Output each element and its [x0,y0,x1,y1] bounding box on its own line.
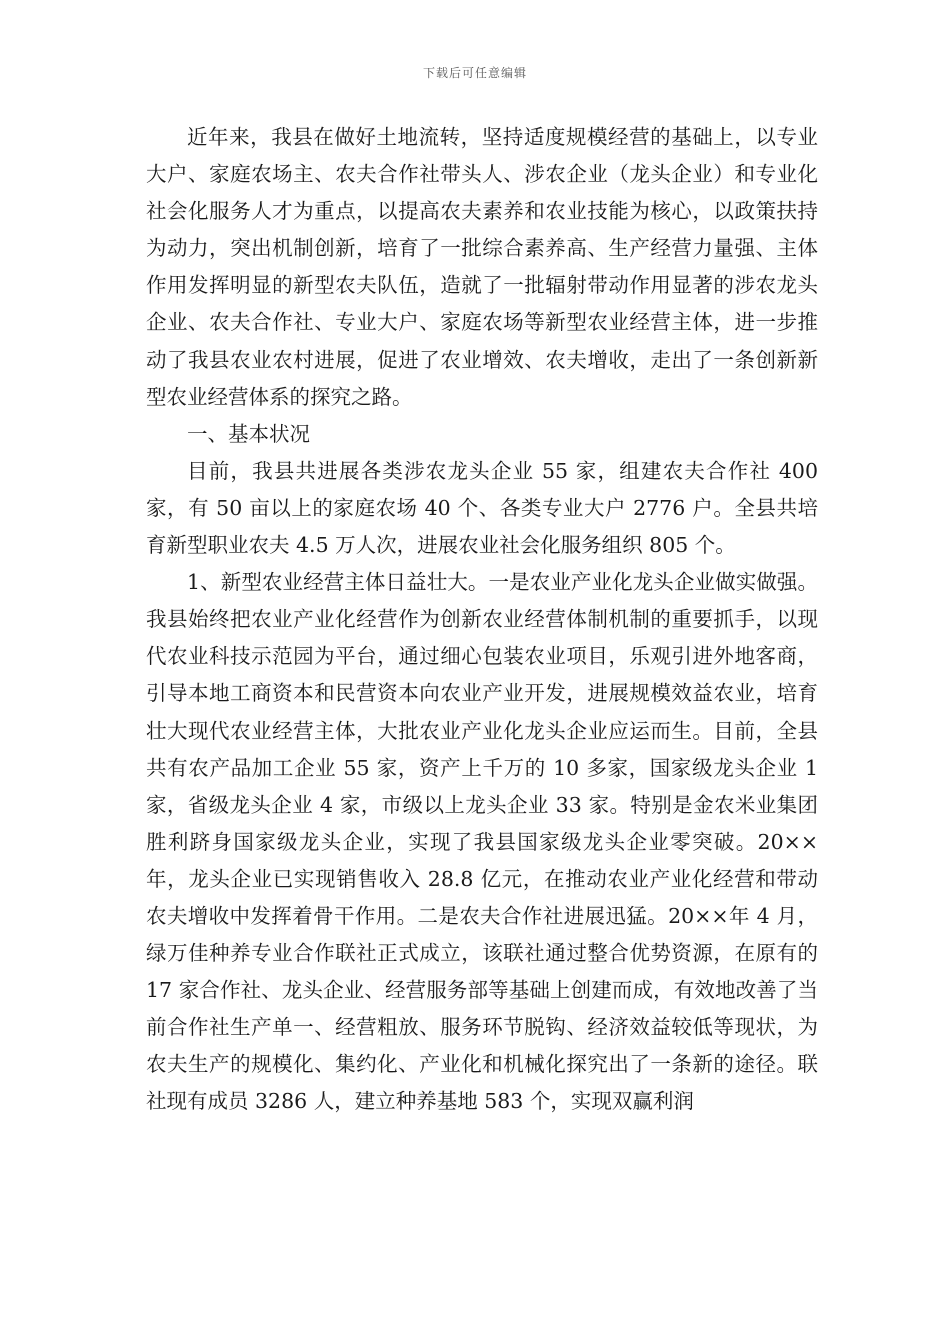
paragraph-overview: 目前，我县共进展各类涉农龙头企业 55 家，组建农夫合作社 400 家，有 50 亩以上的家庭农场 40 个、各类专业大户 2776 户。全县共培育新型职业农夫 4.5 万人次，进展农业社会化服务组织 805 个。 [146,458,818,558]
section-heading: 一、基本状况 [187,421,310,446]
page-header: 下载后可任意编辑 [422,66,527,80]
paragraph-details: 1、新型农业经营主体日益壮大。一是农业产业化龙头企业做实做强。我县始终把农业产业化经营作为创新农业经营体制机制的重要抓手，以现代农业科技示范园为平台，通过细心包装农业项目，乐观引进外地客商，引导本地工商资本和民营资本向农业产业开发，进展规模效益农业，培育壮大现代农业经营主体，大批农业产业化龙头企业应运而生。目前，全县共有农产品加工企业 55 家，资产上千万的 10 多家，国家级龙头企业 1 家，省级龙头企业 4 家，市级以上龙头企业 33 家。特别是金农米业集团胜利跻身国家级龙头企业，实现了我县国家级龙头企业零突破。20××年，龙头企业已实现销售收入 28.8 亿元，在推动农业产业化经营和带动农夫增收中发挥着骨干作用。二是农夫合作社进展迅猛。20××年 4 月，绿万佳种养专业合作联社正式成立，该联社通过整合优势资源，在原有的 17 家合作社、龙头企业、经营服务部等基础上创建而成，有效地改善了当前合作社生产单一、经营粗放、服务环节脱钩、经济效益较低等现状，为农夫生产的规模化、集约化、产业化和机械化探究出了一条新的途径。联社现有成员 3286 人，建立种养基地 583 个，实现双赢利润 [146,570,818,1114]
document-body [146,119,818,1121]
paragraph-intro: 近年来，我县在做好土地流转，坚持适度规模经营的基础上，以专业大户、家庭农场主、农夫合作社带头人、涉农企业（龙头企业）和专业化社会化服务人才为重点，以提高农夫素养和农业技能为核心，以政策扶持为动力，突出机制创新，培育了一批综合素养高、生产经营力量强、主体作用发挥明显的新型农夫队伍，造就了一批辐射带动作用显著的涉农龙头企业、农夫合作社、专业大户、家庭农场等新型农业经营主体，进一步推动了我县农业农村进展，促进了农业增效、农夫增收，走出了一条创新新型农业经营体系的探究之路。 [146,125,818,409]
